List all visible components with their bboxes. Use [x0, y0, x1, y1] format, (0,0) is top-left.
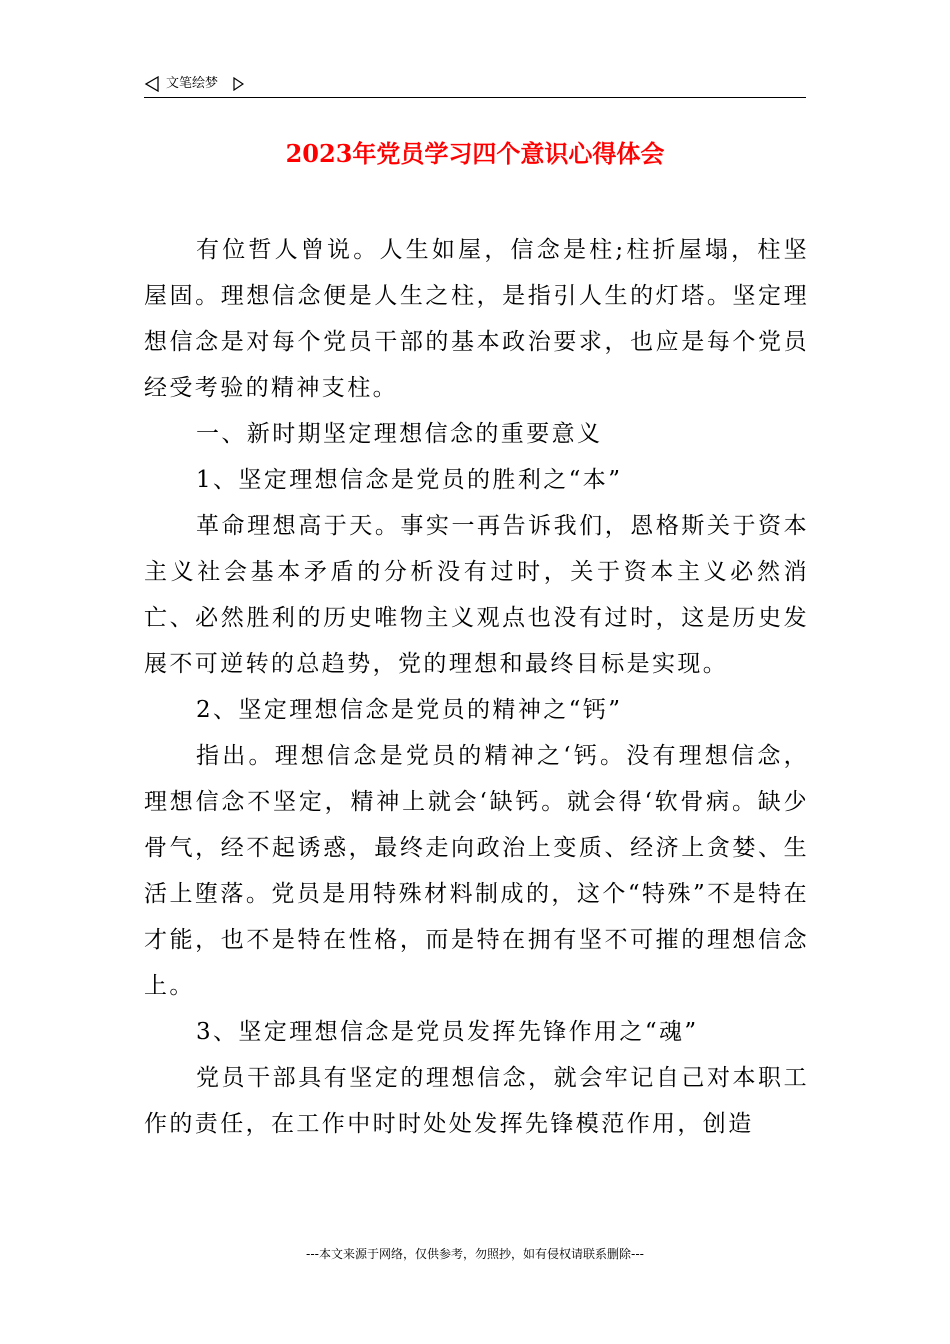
subsection-heading: 2、坚定理想信念是党员的精神之“钙”: [196, 697, 623, 723]
paragraph: 党员干部具有坚定的理想信念，就会牢记自己对本职工作的责任，在工作中时时处处发挥先锋模范作用，创造: [144, 1065, 809, 1137]
left-triangle-icon: [144, 76, 160, 92]
header-brand: 文笔绘梦: [166, 76, 219, 91]
page-header: [144, 74, 806, 96]
document-body: [144, 227, 809, 1147]
paragraph: 指出。理想信念是党员的精神之‘钙。没有理想信念，理想信念不坚定，精神上就会‘缺钙。就会得‘软骨病。缺少骨气，经不起诱惑，最终走向政治上变质、经济上贪婪、生活上堕落。党员是用特殊材料制成的，这个“特殊”不是特在才能，也不是特在性格，而是特在拥有坚不可摧的理想信念上。: [144, 743, 809, 999]
section-heading: 一、新时期坚定理想信念的重要意义: [196, 421, 603, 447]
footer-disclaimer: ---本文来源于网络，仅供参考，勿照抄，如有侵权请联系删除---: [306, 1247, 644, 1261]
subsection-heading: 1、坚定理想信念是党员的胜利之“本”: [196, 467, 623, 493]
document-title: 2023年党员学习四个意识心得体会: [285, 139, 665, 168]
header-divider: [144, 97, 806, 98]
paragraph: 有位哲人曾说。人生如屋，信念是柱;柱折屋塌，柱坚屋固。理想信念便是人生之柱，是指引人生的灯塔。坚定理想信念是对每个党员干部的基本政治要求，也应是每个党员经受考验的精神支柱。: [144, 237, 809, 401]
paragraph: 革命理想高于天。事实一再告诉我们，恩格斯关于资本主义社会基本矛盾的分析没有过时，关于资本主义必然消亡、必然胜利的历史唯物主义观点也没有过时，这是历史发展不可逆转的总趋势，党的理想和最终目标是实现。: [144, 513, 809, 677]
subsection-heading: 3、坚定理想信念是党员发挥先锋作用之“魂”: [196, 1019, 699, 1045]
right-triangle-icon: [232, 77, 244, 91]
